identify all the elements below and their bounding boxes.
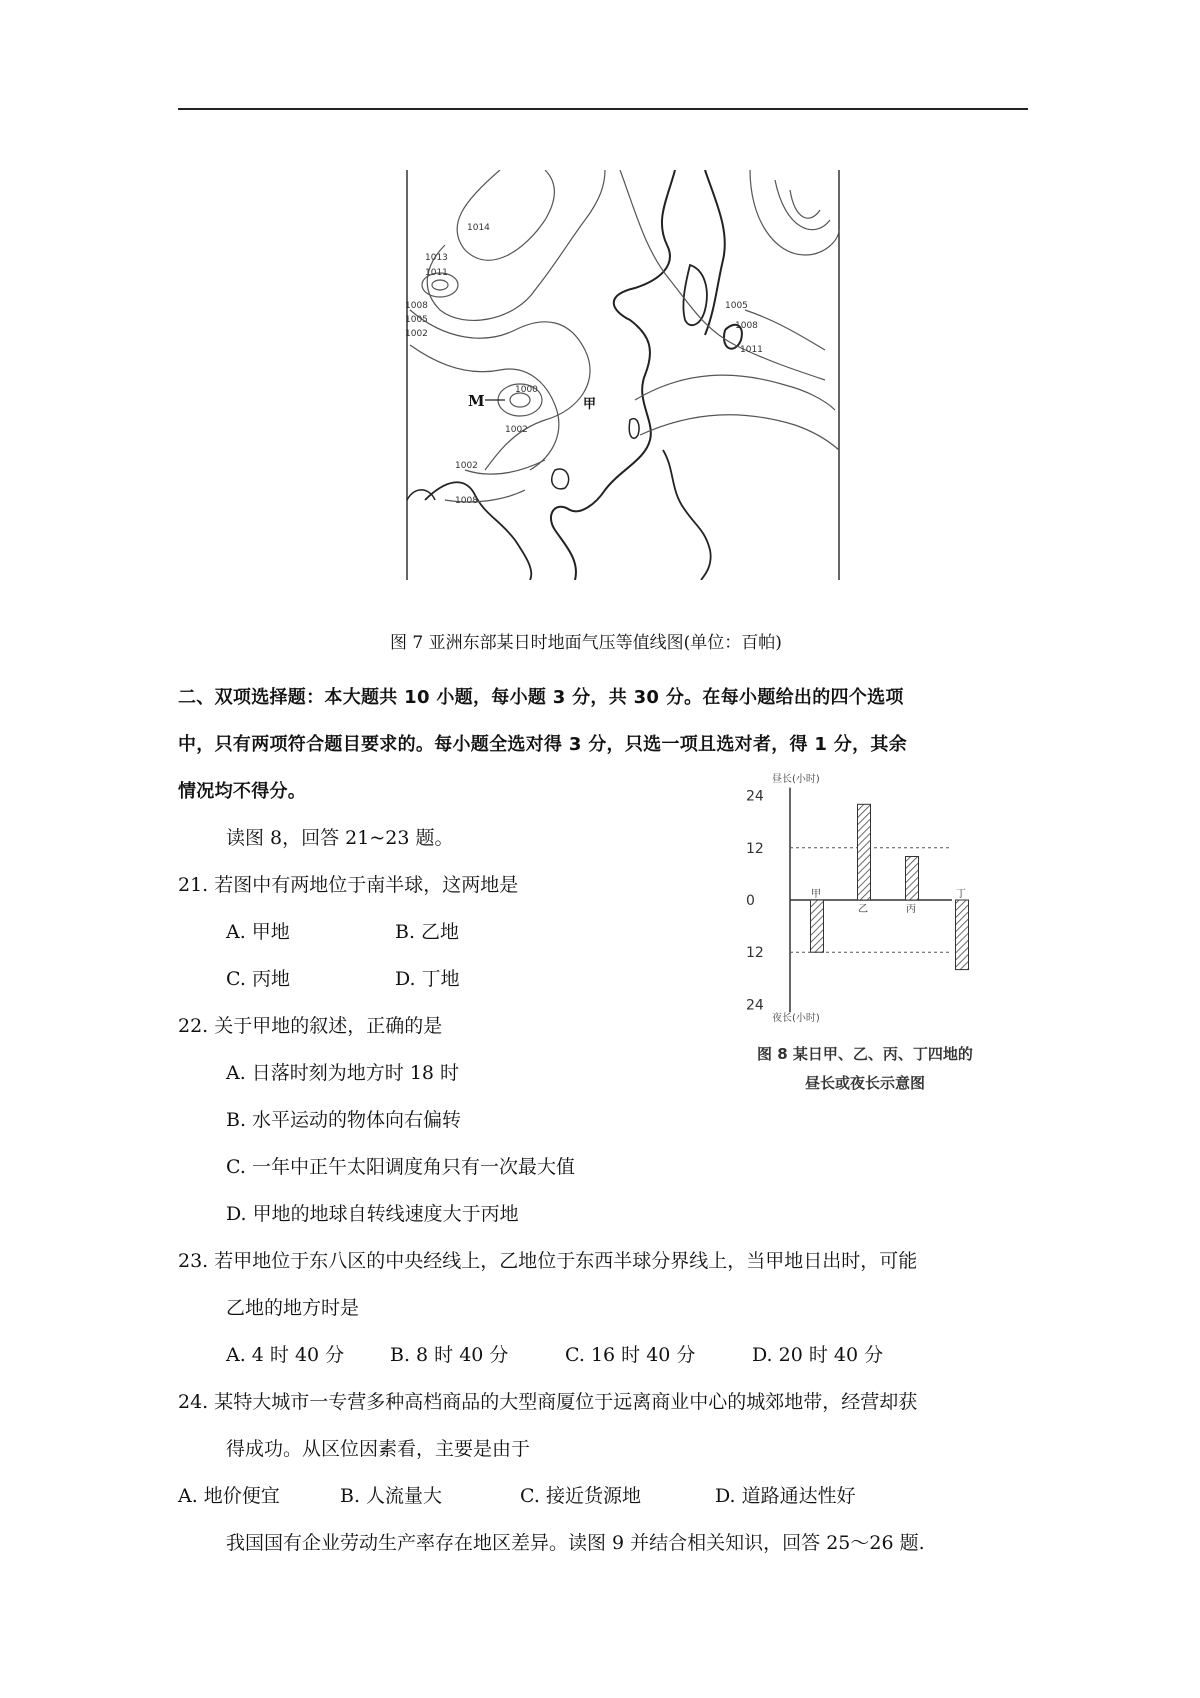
figure7-caption: 图 7 亚洲东部某日时地面气压等值线图(单位：百帕) [390, 633, 782, 653]
bar-label: 丁 [956, 889, 966, 900]
map-label-m: M [468, 392, 485, 410]
intro-25-26: 我国国有企业劳动生产率存在地区差异。读图 9 并结合相关知识，回答 25～26 题. [226, 1532, 925, 1554]
q23-option-a: A. 4 时 40 分 [226, 1344, 345, 1366]
coastline [551, 170, 675, 580]
bar-label: 乙 [858, 904, 868, 915]
figure8-caption-line1: 图 8 某日甲、乙、丙、丁四地的 [757, 1045, 973, 1063]
y-tick-label: 12 [746, 945, 764, 962]
q24-stem-line1: 24. 某特大城市一专营多种高档商品的大型商厦位于远离商业中心的城郊地带，经营却获 [178, 1391, 918, 1413]
q24-option-a: A. 地价便宜 [178, 1485, 280, 1507]
philippines [663, 450, 711, 580]
q23-stem-line1: 23. 若甲地位于东八区的中央经线上，乙地位于东西半球分界线上，当甲地日出时，可能 [178, 1250, 918, 1272]
isobar-label: 1002 [505, 425, 528, 435]
q22-option-d: D. 甲地的地球自转线速度大于丙地 [226, 1203, 519, 1225]
bar-4 [956, 900, 969, 970]
korea-peninsula [683, 265, 707, 325]
q21-stem: 21. 若图中有两地位于南半球，这两地是 [178, 874, 519, 896]
y-tick-label: 12 [746, 840, 764, 857]
q21-option-b: B. 乙地 [395, 921, 460, 943]
q22-option-c: C. 一年中正午太阳调度角只有一次最大值 [226, 1156, 575, 1178]
q22-stem: 22. 关于甲地的叙述，正确的是 [178, 1015, 443, 1037]
isobar-label: 1000 [515, 385, 538, 395]
q21-option-a: A. 甲地 [226, 921, 290, 943]
q24-option-c: C. 接近货源地 [520, 1485, 641, 1507]
q23-option-c: C. 16 时 40 分 [565, 1344, 696, 1366]
y-tick-label: 0 [746, 893, 755, 909]
pressure-isobar-map [405, 170, 841, 580]
intro-21-23: 读图 8，回答 21~23 题。 [226, 827, 454, 849]
section-heading-line2: 中，只有两项符合题目要求的。每小题全选对得 3 分，只选一项且选对者，得 1 分，其余 [178, 734, 908, 755]
isobar-label: 1011 [425, 268, 448, 278]
map-label-jia: 甲 [583, 397, 597, 412]
isobar-label: 1014 [467, 223, 490, 233]
q22-option-b: B. 水平运动的物体向右偏转 [226, 1109, 462, 1131]
q24-option-b: B. 人流量大 [340, 1485, 443, 1507]
bar-1 [811, 900, 824, 952]
y-bottom-label: 夜长(小时) [772, 1013, 820, 1024]
taiwan-island [629, 419, 639, 439]
isobar-label: 1002 [405, 329, 428, 339]
hainan-island [552, 469, 569, 489]
isobar-label: 1008 [405, 301, 428, 311]
section-heading-line3: 情况均不得分。 [178, 781, 307, 802]
isobar-label: 1005 [405, 315, 428, 325]
isobar-label: 1002 [455, 461, 478, 471]
bar-3 [906, 857, 919, 901]
isobar-label: 1013 [425, 253, 448, 263]
isobar-label: 1005 [725, 301, 748, 311]
q22-option-a: A. 日落时刻为地方时 18 时 [226, 1062, 460, 1084]
isobar-label: 1011 [740, 345, 763, 355]
q21-option-c: C. 丙地 [226, 968, 290, 990]
q23-stem-line2: 乙地的地方时是 [226, 1297, 360, 1319]
q24-stem-line2: 得成功。从区位因素看，主要是由于 [226, 1438, 531, 1460]
y-tick-label: 24 [746, 788, 764, 805]
isobar-label: 1008 [735, 321, 758, 331]
q24-option-d: D. 道路通达性好 [715, 1485, 856, 1507]
bar-label: 丙 [906, 904, 916, 915]
indochina [425, 482, 531, 580]
bar-label: 甲 [811, 889, 821, 900]
q23-option-d: D. 20 时 40 分 [752, 1344, 884, 1366]
section-heading-line1: 二、双项选择题：本大题共 10 小题，每小题 3 分，共 30 分。在每小题给出的四个选项 [178, 687, 904, 708]
header-rule [178, 108, 1028, 110]
bar-2 [858, 804, 871, 900]
q23-option-b: B. 8 时 40 分 [390, 1344, 509, 1366]
y-tick-label: 24 [746, 997, 764, 1014]
q21-option-d: D. 丁地 [395, 968, 460, 990]
y-top-label: 昼长(小时) [772, 774, 820, 785]
isobar-label: 1008 [455, 496, 478, 506]
figure8-caption-line2: 昼长或夜长示意图 [805, 1074, 926, 1092]
